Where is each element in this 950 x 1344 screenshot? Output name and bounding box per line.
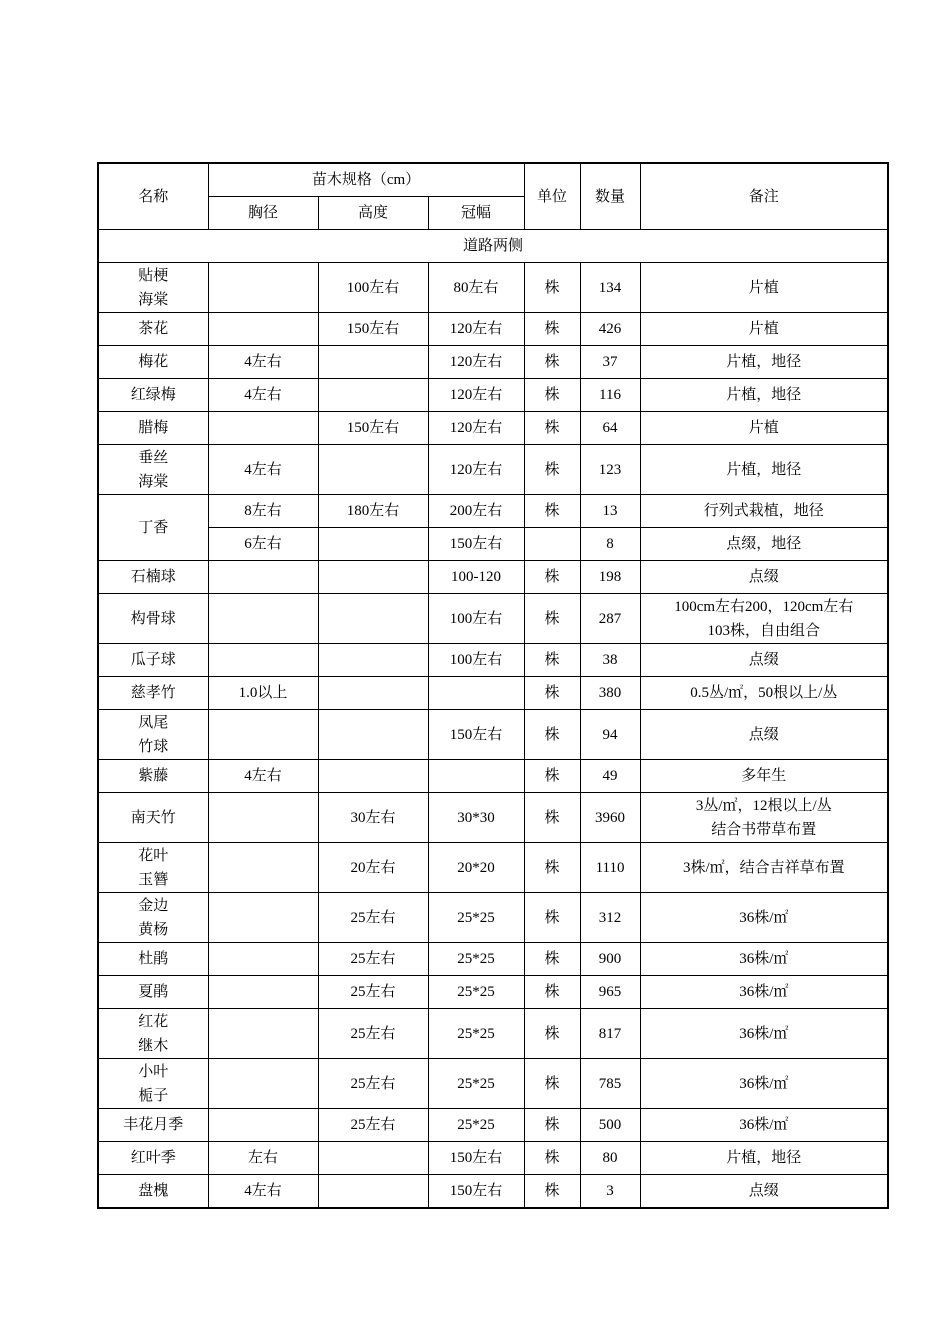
cell-qty: 198 xyxy=(580,561,640,594)
cell-unit: 株 xyxy=(524,1009,580,1059)
cell-height xyxy=(318,710,428,760)
cell-unit: 株 xyxy=(524,1142,580,1175)
section-row xyxy=(98,230,888,263)
cell-crown: 200左右 xyxy=(428,495,524,528)
cell-line: 瓜子球 xyxy=(130,652,176,668)
cell-note xyxy=(640,1059,888,1109)
table-row xyxy=(98,1009,888,1059)
cell-height: 20左右 xyxy=(318,843,428,893)
cell-qty: 8 xyxy=(580,528,640,561)
cell-note xyxy=(640,412,888,445)
cell-note xyxy=(640,710,888,760)
cell-height xyxy=(318,594,428,644)
cell-dbh xyxy=(208,793,318,843)
cell-dbh xyxy=(208,1059,318,1109)
cell-line: 点缀 xyxy=(748,569,779,585)
cell-unit: 株 xyxy=(524,1059,580,1109)
cell-line: 红绿梅 xyxy=(130,387,176,403)
cell-name xyxy=(98,760,208,793)
cell-dbh xyxy=(208,1109,318,1142)
cell-line: 海棠 xyxy=(138,291,169,308)
cell-line: 片植 xyxy=(748,279,779,296)
cell-dbh: 1.0以上 xyxy=(208,677,318,710)
cell-note xyxy=(640,843,888,893)
table-row xyxy=(98,561,888,594)
cell-note xyxy=(640,793,888,843)
table-row xyxy=(98,346,888,379)
cell-crown: 100-120 xyxy=(428,561,524,594)
table-row xyxy=(98,1142,888,1175)
table-row xyxy=(98,1109,888,1142)
cell-line: 点缀 xyxy=(748,1183,779,1199)
cell-height xyxy=(318,561,428,594)
cell-qty: 287 xyxy=(580,594,640,644)
cell-line: 夏鹃 xyxy=(138,984,169,1000)
cell-crown: 25*25 xyxy=(428,943,524,976)
cell-line: 3株/㎡，结合吉祥草布置 xyxy=(682,859,845,876)
cell-dbh xyxy=(208,594,318,644)
table-row xyxy=(98,1059,888,1109)
cell-dbh xyxy=(208,843,318,893)
cell-line: 片植，地径 xyxy=(726,387,802,403)
cell-line: 紫藤 xyxy=(138,768,169,784)
cell-dbh xyxy=(208,710,318,760)
cell-qty: 13 xyxy=(580,495,640,528)
cell-crown: 25*25 xyxy=(428,1009,524,1059)
cell-name xyxy=(98,1059,208,1109)
cell-crown: 100左右 xyxy=(428,644,524,677)
cell-crown: 100左右 xyxy=(428,594,524,644)
table-row xyxy=(98,379,888,412)
cell-height: 25左右 xyxy=(318,976,428,1009)
cell-line: 36株/㎡ xyxy=(739,951,789,967)
cell-name xyxy=(98,843,208,893)
cell-unit: 株 xyxy=(524,594,580,644)
cell-qty: 94 xyxy=(580,710,640,760)
cell-height: 25左右 xyxy=(318,943,428,976)
cell-dbh: 4左右 xyxy=(208,379,318,412)
table-row xyxy=(98,893,888,943)
cell-dbh xyxy=(208,893,318,943)
cell-line: 栀子 xyxy=(138,1087,169,1104)
cell-line: 0.5丛/㎡，50根以上/丛 xyxy=(690,685,838,701)
cell-note xyxy=(640,313,888,346)
cell-unit: 株 xyxy=(524,445,580,495)
cell-height xyxy=(318,379,428,412)
cell-height: 150左右 xyxy=(318,313,428,346)
cell-line: 垂丝 xyxy=(138,449,169,466)
cell-line: 竹球 xyxy=(138,738,169,755)
nursery-stock-table xyxy=(97,162,889,1209)
cell-unit: 株 xyxy=(524,644,580,677)
cell-note xyxy=(640,943,888,976)
section-title: 道路两侧 xyxy=(98,230,888,263)
cell-crown: 150左右 xyxy=(428,710,524,760)
cell-line: 腊梅 xyxy=(138,420,169,436)
table-row xyxy=(98,263,888,313)
header-row xyxy=(98,163,888,197)
cell-crown: 120左右 xyxy=(428,412,524,445)
cell-height xyxy=(318,445,428,495)
cell-note xyxy=(640,1009,888,1059)
cell-note xyxy=(640,644,888,677)
cell-line: 盘槐 xyxy=(138,1183,169,1199)
cell-unit: 株 xyxy=(524,495,580,528)
cell-qty: 965 xyxy=(580,976,640,1009)
cell-line: 片植 xyxy=(748,321,779,337)
cell-qty: 500 xyxy=(580,1109,640,1142)
table-row xyxy=(98,843,888,893)
cell-height xyxy=(318,528,428,561)
cell-note xyxy=(640,561,888,594)
cell-line: 100cm左右200，120cm左右 xyxy=(674,598,854,615)
cell-qty: 3960 xyxy=(580,793,640,843)
cell-unit: 株 xyxy=(524,346,580,379)
cell-line: 丰花月季 xyxy=(123,1117,184,1133)
cell-line: 36株/㎡ xyxy=(739,909,789,926)
table-row xyxy=(98,710,888,760)
cell-dbh: 4左右 xyxy=(208,1175,318,1209)
cell-note xyxy=(640,1142,888,1175)
cell-height: 150左右 xyxy=(318,412,428,445)
table-row xyxy=(98,793,888,843)
cell-line: 贴梗 xyxy=(138,267,169,284)
cell-name xyxy=(98,379,208,412)
cell-dbh: 8左右 xyxy=(208,495,318,528)
cell-name xyxy=(98,1175,208,1209)
cell-name xyxy=(98,710,208,760)
cell-note xyxy=(640,1175,888,1209)
cell-height: 25左右 xyxy=(318,1009,428,1059)
cell-line: 36株/㎡ xyxy=(739,1117,789,1133)
cell-note xyxy=(640,1109,888,1142)
cell-line: 小叶 xyxy=(138,1063,169,1080)
cell-crown: 25*25 xyxy=(428,1059,524,1109)
cell-name xyxy=(98,313,208,346)
cell-line: 海棠 xyxy=(138,473,169,490)
cell-name xyxy=(98,644,208,677)
cell-qty: 312 xyxy=(580,893,640,943)
cell-height: 25左右 xyxy=(318,1059,428,1109)
cell-note xyxy=(640,445,888,495)
table-row xyxy=(98,313,888,346)
cell-crown: 25*25 xyxy=(428,976,524,1009)
cell-qty: 426 xyxy=(580,313,640,346)
cell-dbh xyxy=(208,976,318,1009)
cell-line: 103株，自由组合 xyxy=(707,622,821,639)
cell-qty: 134 xyxy=(580,263,640,313)
cell-line: 片植，地径 xyxy=(726,354,802,370)
table-row xyxy=(98,976,888,1009)
cell-name xyxy=(98,1109,208,1142)
cell-height: 30左右 xyxy=(318,793,428,843)
cell-qty: 817 xyxy=(580,1009,640,1059)
table-row xyxy=(98,644,888,677)
cell-name xyxy=(98,1009,208,1059)
cell-line: 玉簪 xyxy=(138,871,169,888)
cell-line: 36株/㎡ xyxy=(739,1025,789,1042)
cell-crown: 25*25 xyxy=(428,893,524,943)
cell-unit: 株 xyxy=(524,412,580,445)
cell-qty: 1110 xyxy=(580,843,640,893)
cell-crown: 20*20 xyxy=(428,843,524,893)
cell-crown: 120左右 xyxy=(428,313,524,346)
cell-unit: 株 xyxy=(524,843,580,893)
table-row xyxy=(98,412,888,445)
cell-crown: 120左右 xyxy=(428,445,524,495)
cell-dbh: 4左右 xyxy=(208,346,318,379)
header-spec: 苗木规格（cm） xyxy=(208,163,524,197)
cell-name: 丁香 xyxy=(98,495,208,561)
cell-dbh xyxy=(208,263,318,313)
cell-note xyxy=(640,893,888,943)
cell-unit: 株 xyxy=(524,760,580,793)
cell-height xyxy=(318,346,428,379)
table-row xyxy=(98,1175,888,1209)
header-crown: 冠幅 xyxy=(428,197,524,230)
cell-note: 点缀，地径 xyxy=(640,528,888,561)
cell-unit: 株 xyxy=(524,793,580,843)
cell-crown: 80左右 xyxy=(428,263,524,313)
cell-line: 石楠球 xyxy=(130,569,176,585)
cell-line: 花叶 xyxy=(138,847,169,864)
table-row xyxy=(98,943,888,976)
cell-unit: 株 xyxy=(524,263,580,313)
cell-line: 3丛/㎡，12根以上/丛 xyxy=(695,797,832,814)
cell-qty: 64 xyxy=(580,412,640,445)
cell-qty: 38 xyxy=(580,644,640,677)
cell-name xyxy=(98,346,208,379)
cell-line: 点缀 xyxy=(748,726,779,743)
cell-note xyxy=(640,976,888,1009)
cell-line: 片植，地径 xyxy=(726,1150,802,1166)
header-height: 高度 xyxy=(318,197,428,230)
table-row xyxy=(98,445,888,495)
header-unit: 单位 xyxy=(524,163,580,230)
cell-line: 构骨球 xyxy=(130,610,176,627)
cell-name xyxy=(98,445,208,495)
cell-qty: 3 xyxy=(580,1175,640,1209)
cell-name xyxy=(98,594,208,644)
cell-line: 36株/㎡ xyxy=(739,984,789,1000)
cell-dbh: 4左右 xyxy=(208,445,318,495)
cell-line: 杜鹃 xyxy=(138,951,169,967)
cell-line: 南天竹 xyxy=(130,809,176,826)
cell-line: 黄杨 xyxy=(138,921,169,938)
cell-qty: 785 xyxy=(580,1059,640,1109)
cell-unit: 株 xyxy=(524,561,580,594)
cell-dbh xyxy=(208,313,318,346)
header-qty: 数量 xyxy=(580,163,640,230)
cell-height xyxy=(318,1142,428,1175)
cell-name xyxy=(98,893,208,943)
cell-note xyxy=(640,379,888,412)
cell-dbh xyxy=(208,644,318,677)
cell-crown: 25*25 xyxy=(428,1109,524,1142)
cell-line: 梅花 xyxy=(138,354,169,370)
cell-note xyxy=(640,346,888,379)
cell-unit: 株 xyxy=(524,677,580,710)
cell-line: 点缀 xyxy=(748,652,779,668)
cell-crown: 120左右 xyxy=(428,379,524,412)
cell-qty: 900 xyxy=(580,943,640,976)
cell-qty: 380 xyxy=(580,677,640,710)
cell-crown xyxy=(428,760,524,793)
cell-dbh: 左右 xyxy=(208,1142,318,1175)
table-row xyxy=(98,677,888,710)
cell-crown: 150左右 xyxy=(428,1175,524,1209)
cell-line: 片植 xyxy=(748,420,779,436)
header-name: 名称 xyxy=(98,163,208,230)
cell-name xyxy=(98,677,208,710)
table-row xyxy=(98,528,888,561)
cell-note: 行列式栽植，地径 xyxy=(640,495,888,528)
cell-crown: 150左右 xyxy=(428,528,524,561)
cell-height xyxy=(318,644,428,677)
cell-height xyxy=(318,677,428,710)
cell-dbh xyxy=(208,1009,318,1059)
cell-note xyxy=(640,594,888,644)
header-note: 备注 xyxy=(640,163,888,230)
header-dbh: 胸径 xyxy=(208,197,318,230)
cell-name xyxy=(98,412,208,445)
cell-name xyxy=(98,976,208,1009)
cell-line: 结合书带草布置 xyxy=(711,821,817,838)
cell-unit: 株 xyxy=(524,893,580,943)
cell-unit: 株 xyxy=(524,710,580,760)
cell-unit: 株 xyxy=(524,379,580,412)
cell-crown: 120左右 xyxy=(428,346,524,379)
cell-crown: 30*30 xyxy=(428,793,524,843)
cell-height: 100左右 xyxy=(318,263,428,313)
cell-dbh: 6左右 xyxy=(208,528,318,561)
cell-line: 片植，地径 xyxy=(726,461,802,478)
cell-qty: 80 xyxy=(580,1142,640,1175)
table-row xyxy=(98,495,888,528)
cell-unit xyxy=(524,528,580,561)
cell-line: 多年生 xyxy=(741,768,787,784)
cell-note xyxy=(640,677,888,710)
cell-dbh xyxy=(208,943,318,976)
cell-qty: 116 xyxy=(580,379,640,412)
cell-note xyxy=(640,263,888,313)
cell-line: 金边 xyxy=(138,897,169,914)
cell-crown: 150左右 xyxy=(428,1142,524,1175)
cell-height: 180左右 xyxy=(318,495,428,528)
cell-crown xyxy=(428,677,524,710)
cell-dbh: 4左右 xyxy=(208,760,318,793)
cell-unit: 株 xyxy=(524,943,580,976)
cell-height xyxy=(318,760,428,793)
cell-note xyxy=(640,760,888,793)
cell-name xyxy=(98,561,208,594)
cell-line: 继木 xyxy=(138,1037,169,1054)
cell-line: 慈孝竹 xyxy=(130,685,176,701)
table-row xyxy=(98,594,888,644)
cell-unit: 株 xyxy=(524,976,580,1009)
cell-name xyxy=(98,793,208,843)
cell-unit: 株 xyxy=(524,1109,580,1142)
cell-dbh xyxy=(208,412,318,445)
cell-height: 25左右 xyxy=(318,893,428,943)
cell-line: 红叶季 xyxy=(130,1150,176,1166)
table-row xyxy=(98,760,888,793)
cell-height xyxy=(318,1175,428,1209)
cell-line: 凤尾 xyxy=(138,714,169,731)
cell-line: 36株/㎡ xyxy=(739,1075,789,1092)
cell-qty: 49 xyxy=(580,760,640,793)
cell-name xyxy=(98,943,208,976)
cell-qty: 37 xyxy=(580,346,640,379)
cell-name xyxy=(98,1142,208,1175)
cell-height: 25左右 xyxy=(318,1109,428,1142)
cell-unit: 株 xyxy=(524,313,580,346)
cell-line: 茶花 xyxy=(138,321,169,337)
cell-unit: 株 xyxy=(524,1175,580,1209)
cell-dbh xyxy=(208,561,318,594)
cell-line: 红花 xyxy=(138,1013,169,1030)
cell-qty: 123 xyxy=(580,445,640,495)
cell-name xyxy=(98,263,208,313)
